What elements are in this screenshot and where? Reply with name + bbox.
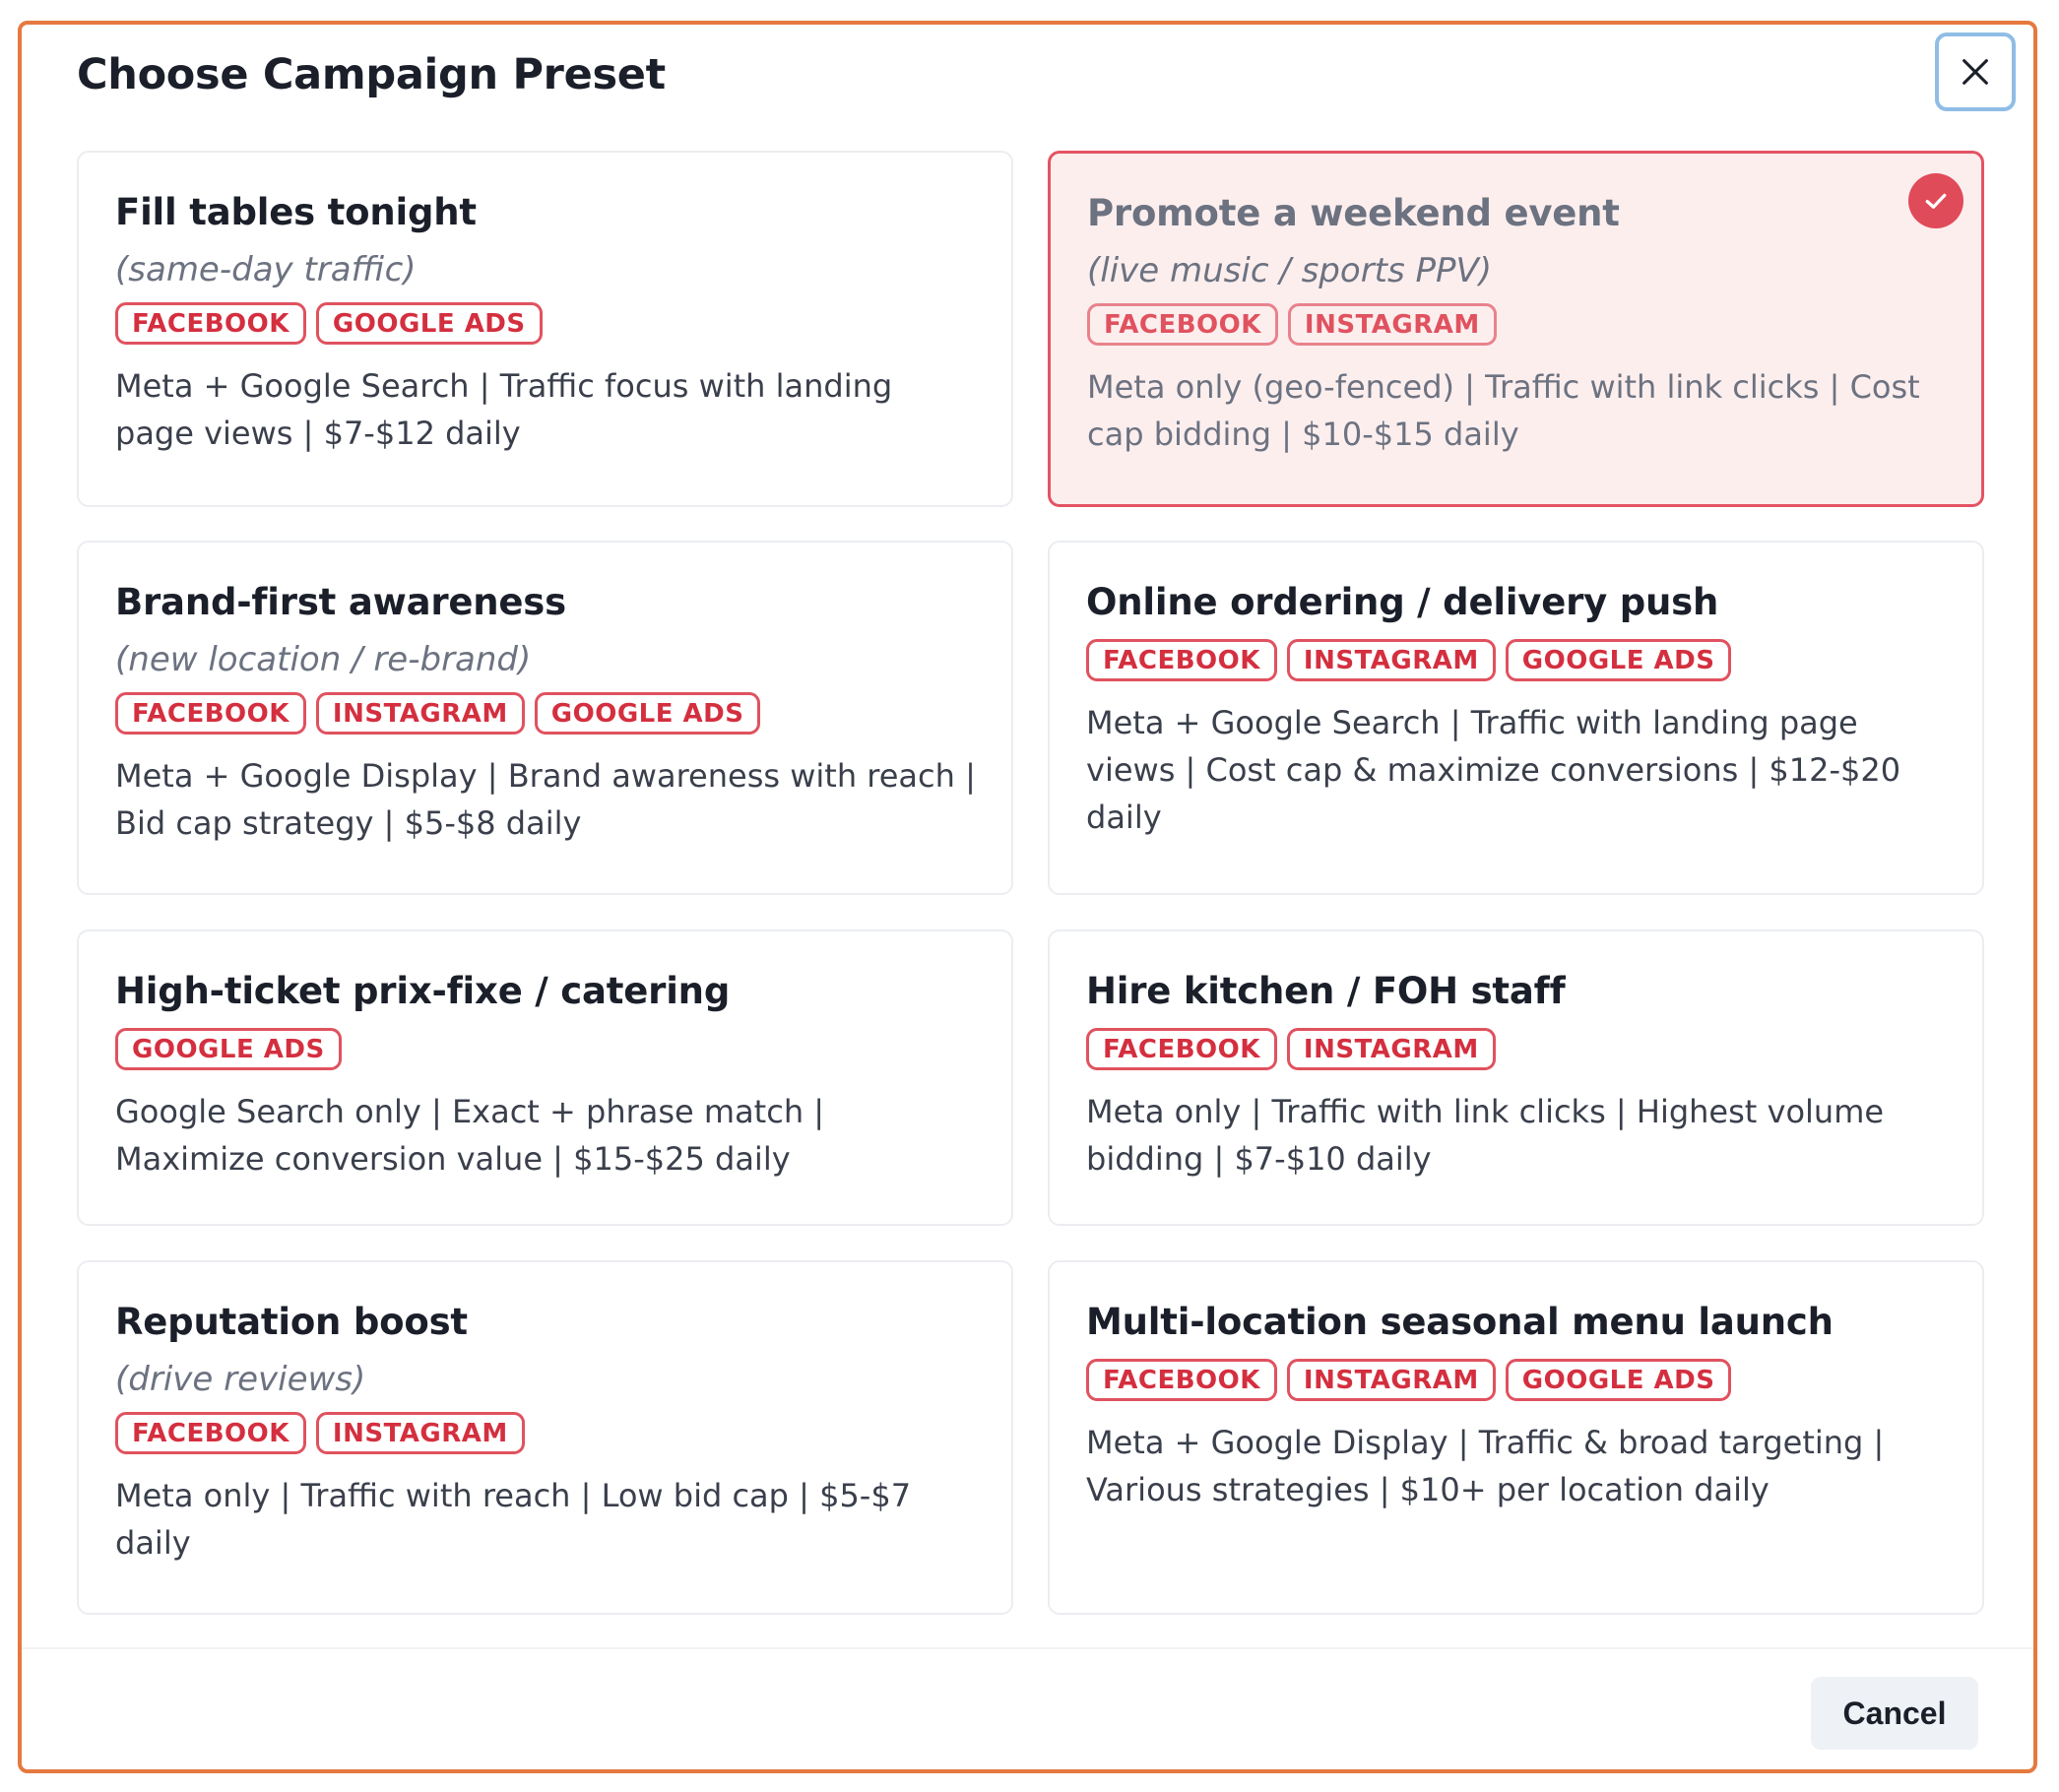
preset-description: Meta only | Traffic with link clicks | Highest volume bidding | $7-$10 daily — [1086, 1093, 1885, 1178]
preset-card[interactable] — [77, 151, 1013, 507]
preset-subtitle: (live music / sports PPV) — [1087, 251, 1493, 290]
preset-title: Fill tables tonight — [115, 191, 477, 233]
platform-tag: GOOGLE ADS — [1506, 1359, 1732, 1401]
platform-tag: GOOGLE ADS — [115, 1028, 342, 1070]
platform-tag: INSTAGRAM — [1287, 1028, 1496, 1070]
preset-title: Reputation boost — [115, 1301, 468, 1343]
platform-tag: INSTAGRAM — [316, 1412, 525, 1454]
preset-subtitle: (drive reviews) — [115, 1360, 366, 1399]
preset-card[interactable] — [77, 1260, 1013, 1615]
platform-tag: FACEBOOK — [1086, 639, 1277, 681]
footer-divider — [22, 1647, 2033, 1649]
preset-subtitle: (same-day traffic) — [115, 250, 417, 289]
preset-subtitle: (new location / re-brand) — [115, 640, 532, 679]
preset-title: Promote a weekend event — [1087, 192, 1620, 234]
preset-title: Multi-location seasonal menu launch — [1086, 1301, 1834, 1343]
preset-tags — [115, 692, 976, 735]
preset-tags — [115, 302, 976, 345]
platform-tag: GOOGLE ADS — [535, 692, 761, 735]
platform-tag: FACEBOOK — [1086, 1028, 1277, 1070]
preset-card[interactable] — [77, 929, 1013, 1226]
platform-tag: GOOGLE ADS — [316, 302, 543, 345]
platform-tag: FACEBOOK — [1087, 303, 1278, 346]
preset-card[interactable] — [1048, 541, 1984, 895]
preset-description: Meta only | Traffic with reach | Low bid cap | $5-$7 daily — [115, 1477, 912, 1562]
close-button[interactable] — [1935, 32, 2016, 111]
close-icon — [1959, 55, 1992, 89]
preset-tags — [1087, 303, 1946, 346]
preset-tags — [115, 1028, 976, 1070]
preset-card[interactable] — [1048, 929, 1984, 1226]
cancel-button[interactable]: Cancel — [1811, 1677, 1978, 1750]
selected-check-icon — [1908, 173, 1963, 228]
preset-grid — [77, 151, 1995, 1615]
platform-tag: FACEBOOK — [115, 1412, 306, 1454]
preset-tags — [1086, 1028, 1947, 1070]
preset-tags — [115, 1412, 976, 1454]
platform-tag: INSTAGRAM — [316, 692, 525, 735]
preset-description: Meta + Google Display | Brand awareness with reach | Bid cap strategy | $5-$8 daily — [115, 757, 976, 842]
preset-description: Meta + Google Search | Traffic with landing page views | Cost cap & maximize conversions | $12-$20 daily — [1086, 704, 1901, 836]
preset-card[interactable] — [1048, 1260, 1984, 1615]
preset-title: High-ticket prix-fixe / catering — [115, 970, 731, 1012]
preset-tags — [1086, 1359, 1947, 1401]
preset-card[interactable] — [1048, 151, 1984, 507]
preset-description: Meta + Google Display | Traffic & broad targeting | Various strategies | $10+ per location daily — [1086, 1424, 1885, 1508]
platform-tag: FACEBOOK — [115, 692, 306, 735]
dialog-title: Choose Campaign Preset — [77, 50, 666, 99]
preset-description: Meta + Google Search | Traffic focus with landing page views | $7-$12 daily — [115, 367, 893, 452]
platform-tag: FACEBOOK — [1086, 1359, 1277, 1401]
preset-title: Brand-first awareness — [115, 581, 566, 623]
platform-tag: INSTAGRAM — [1287, 639, 1496, 681]
platform-tag: INSTAGRAM — [1287, 1359, 1496, 1401]
preset-description: Google Search only | Exact + phrase match | Maximize conversion value | $15-$25 daily — [115, 1093, 825, 1178]
platform-tag: FACEBOOK — [115, 302, 306, 345]
preset-title: Hire kitchen / FOH staff — [1086, 970, 1566, 1012]
platform-tag: GOOGLE ADS — [1506, 639, 1732, 681]
campaign-preset-dialog — [18, 21, 2037, 1773]
preset-description: Meta only (geo-fenced) | Traffic with link clicks | Cost cap bidding | $10-$15 daily — [1087, 368, 1920, 453]
platform-tag: INSTAGRAM — [1288, 303, 1497, 346]
preset-card[interactable] — [77, 541, 1013, 895]
preset-tags — [1086, 639, 1947, 681]
preset-title: Online ordering / delivery push — [1086, 581, 1719, 623]
